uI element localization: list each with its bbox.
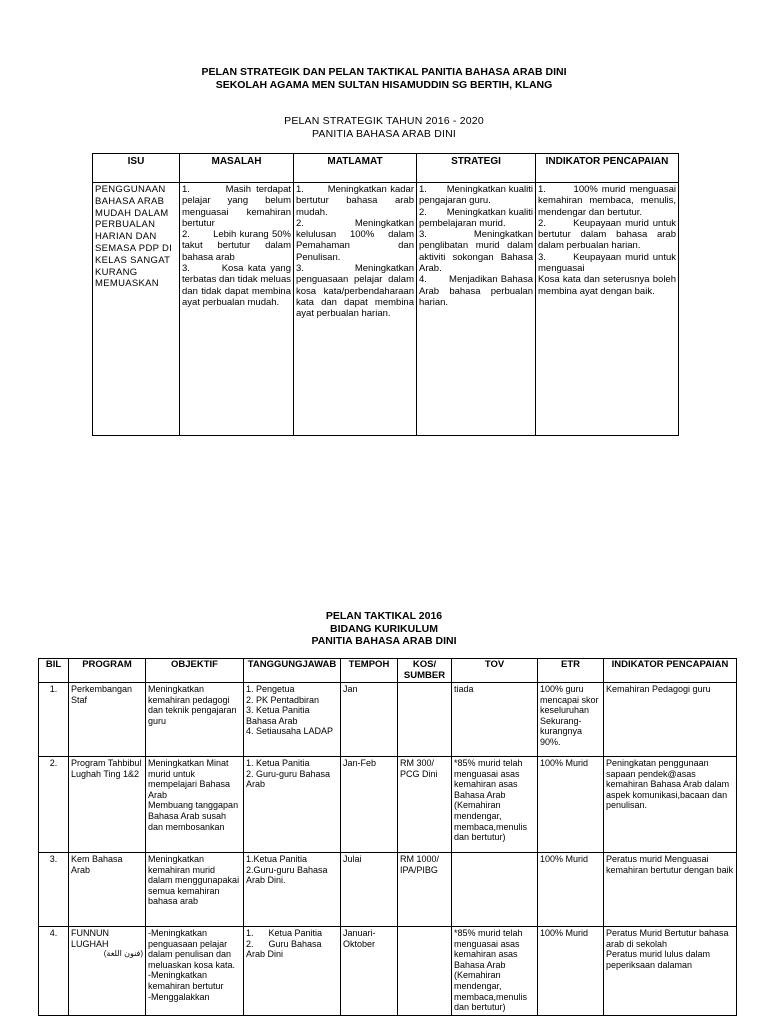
strategi-item: 2. Meningkatkan kualiti pembelajaran murid. xyxy=(419,206,533,229)
indikator-pencapaian-cell: Kemahiran Pedagogi guru xyxy=(604,683,737,757)
header-masalah: MASALAH xyxy=(180,154,294,183)
header-tempoh: TEMPOH xyxy=(341,659,398,683)
masalah-item: 3. Kosa kata yang terbatas dan tidak meluas dan tidak dapat membina ayat perbualan mudah. xyxy=(182,263,291,308)
strategic-subtitle-line-2: PANITIA BAHASA ARAB DINI xyxy=(311,127,457,140)
tov-cell: *85% murid telah menguasai asas kemahiran asas Bahasa Arab (Kemahiran mendengar, membaca,menulis dan bertutur) xyxy=(452,757,538,853)
strategic-subtitle-line-1: PELAN STRATEGIK TAHUN 2016 - 2020 xyxy=(284,115,484,127)
strategi-cell xyxy=(417,183,536,436)
tanggungjawab-cell: 1.Ketua Panitia 2.Guru-guru Bahasa Arab Dini. xyxy=(244,853,341,927)
tactical-title xyxy=(0,610,768,648)
tempoh-cell: Jan-Feb xyxy=(341,757,398,853)
table-row xyxy=(39,927,737,1016)
indikator-pencapaian-cell: Peratus murid Menguasai kemahiran bertutur dengan baik xyxy=(604,853,737,927)
header-indikator-pencapaian: INDIKATOR PENCAPAIAN xyxy=(604,659,737,683)
indikator-cell xyxy=(536,183,679,436)
matlamat-item: 2. Meningkatkan kelulusan 100% dalam Pemahaman dan Penulisan. xyxy=(296,217,414,263)
header-isu: ISU xyxy=(93,154,180,183)
strategic-plan-table xyxy=(92,153,679,436)
strategic-subtitle xyxy=(0,115,768,140)
header-matlamat: MATLAMAT xyxy=(294,154,417,183)
tanggungjawab-cell: 1. Ketua Panitia 2. Guru Bahasa Arab Dini xyxy=(244,927,341,1016)
indikator-item: 3. Keupayaan murid untuk menguasai xyxy=(538,251,676,275)
indikator-item: Kosa kata dan seterusnya boleh membina ayat dengan baik. xyxy=(538,274,676,297)
header-kos-sumber: KOS/ SUMBER xyxy=(398,659,452,683)
tempoh-cell: Julai xyxy=(341,853,398,927)
tov-cell xyxy=(452,853,538,927)
program-name: FUNNUN LUGHAH xyxy=(71,928,109,949)
indikator-pencapaian-cell: Peningkatan penggunaan sapaan pendek@asas kemahiran Bahasa Arab dalam aspek komunikasi,bacaan dan penulisan. xyxy=(604,757,737,853)
isu-cell: PENGGUNAAN BAHASA ARAB MUDAH DALAM PERBUALAN HARIAN DAN SEMASA PDP DI KELAS SANGAT KURANG MEMUASKAN xyxy=(93,183,180,436)
bil-cell: 1. xyxy=(39,683,69,757)
masalah-item: 2. Lebih kurang 50% takut bertutur dalam bahasa arab xyxy=(182,229,291,263)
objektif-cell: Meningkatkan kemahiran pedagogi dan teknik pengajaran guru xyxy=(146,683,244,757)
tov-cell: tiada xyxy=(452,683,538,757)
indikator-pencapaian-cell: Peratus Murid Bertutur bahasa arab di sekolah Peratus murid lulus dalam peperiksaan dalaman xyxy=(604,927,737,1016)
objektif-cell: -Meningkatkan penguasaan pelajar dalam penulisan dan meluaskan kosa kata. -Meningkatkan kemahiran bertutur -Menggalakkan xyxy=(146,927,244,1016)
tanggungjawab-cell: 1. Ketua Panitia 2. Guru-guru Bahasa Arab xyxy=(244,757,341,853)
header-program: PROGRAM xyxy=(69,659,146,683)
strategic-body-row xyxy=(93,183,679,436)
table-row xyxy=(39,853,737,927)
kos-cell xyxy=(398,683,452,757)
tactical-plan-table xyxy=(38,658,737,1016)
tempoh-cell: Jan xyxy=(341,683,398,757)
bil-cell: 2. xyxy=(39,757,69,853)
program-cell: Program Tahbibul Lughah Ting 1&2 xyxy=(69,757,146,853)
etr-cell: 100% Murid xyxy=(538,757,604,853)
header-indikator: INDIKATOR PENCAPAIAN xyxy=(536,154,679,183)
header-tanggungjawab: TANGGUNGJAWAB xyxy=(244,659,341,683)
etr-cell: 100% guru mencapai skor keseluruhan Sekurang-kurangnya 90%. xyxy=(538,683,604,757)
matlamat-item: 3. Meningkatkan penguasaan pelajar dalam kosa kata/perbendaharaan kata dan dapat membina ayat perbualan harian. xyxy=(296,263,414,320)
kos-cell xyxy=(398,927,452,1016)
tempoh-cell: Januari-Oktober xyxy=(341,927,398,1016)
kos-cell: RM 1000/ IPA/PIBG xyxy=(398,853,452,927)
header-etr: ETR xyxy=(538,659,604,683)
document-title xyxy=(0,66,768,92)
strategi-item: 1. Meningkatkan kualiti pengajaran guru. xyxy=(419,184,533,207)
matlamat-item: 1. Meningkatkan kadar bertutur bahasa arab mudah. xyxy=(296,184,414,218)
tactical-header-row xyxy=(39,659,737,683)
strategic-header-row xyxy=(93,154,679,183)
masalah-item: 1. Masih terdapat pelajar yang belum menguasai kemahiran bertutur xyxy=(182,184,291,229)
program-cell: Perkembangan Staf xyxy=(69,683,146,757)
bil-cell: 3. xyxy=(39,853,69,927)
header-bil: BIL xyxy=(39,659,69,683)
strategi-item: 3. Meningkatkan penglibatan murid dalam aktiviti sokongan Bahasa Arab. xyxy=(419,229,533,275)
tanggungjawab-cell: 1. Pengetua 2. PK Pentadbiran 3. Ketua Panitia Bahasa Arab 4. Setiausaha LADAP xyxy=(244,683,341,757)
header-objektif: OBJEKTIF xyxy=(146,659,244,683)
program-arabic-name: (فنون اللغة) xyxy=(103,949,143,959)
indikator-item: 2. Keupayaan murid untuk bertutur dalam bahasa arab dalam perbualan harian. xyxy=(538,217,676,252)
program-cell xyxy=(69,927,146,1016)
program-cell: Kem Bahasa Arab xyxy=(69,853,146,927)
tactical-title-line-1: PELAN TAKTIKAL 2016 xyxy=(325,610,443,622)
tactical-title-line-2: BIDANG KURIKULUM xyxy=(330,622,438,635)
title-line-2: SEKOLAH AGAMA MEN SULTAN HISAMUDDIN SG BERTIH, KLANG xyxy=(215,79,553,91)
bil-cell: 4. xyxy=(39,927,69,1016)
indikator-item: 1. 100% murid menguasai kemahiran membaca, menulis, mendengar dan bertutur. xyxy=(538,184,676,218)
etr-cell: 100% Murid xyxy=(538,853,604,927)
table-row xyxy=(39,683,737,757)
etr-cell: 100% Murid xyxy=(538,927,604,1016)
tactical-title-line-3: PANITIA BAHASA ARAB DINI xyxy=(311,635,457,647)
matlamat-cell xyxy=(294,183,417,436)
kos-cell: RM 300/ PCG Dini xyxy=(398,757,452,853)
table-row xyxy=(39,757,737,853)
tov-cell: *85% murid telah menguasai asas kemahiran asas Bahasa Arab (Kemahiran mendengar, membaca,menulis dan bertutur) xyxy=(452,927,538,1016)
header-tov: TOV xyxy=(452,659,538,683)
masalah-cell xyxy=(180,183,294,436)
title-line-1: PELAN STRATEGIK DAN PELAN TAKTIKAL PANITIA BAHASA ARAB DINI xyxy=(201,66,567,78)
header-strategi: STRATEGI xyxy=(417,154,536,183)
objektif-cell: Meningkatkan kemahiran murid dalam menggunapakai semua kemahiran bahasa arab xyxy=(146,853,244,927)
objektif-cell: Meningkatkan Minat murid untuk mempelajari Bahasa Arab Membuang tanggapan Bahasa Arab susah dan membosankan xyxy=(146,757,244,853)
strategi-item: 4. Menjadikan Bahasa Arab bahasa perbualan harian. xyxy=(419,274,533,308)
